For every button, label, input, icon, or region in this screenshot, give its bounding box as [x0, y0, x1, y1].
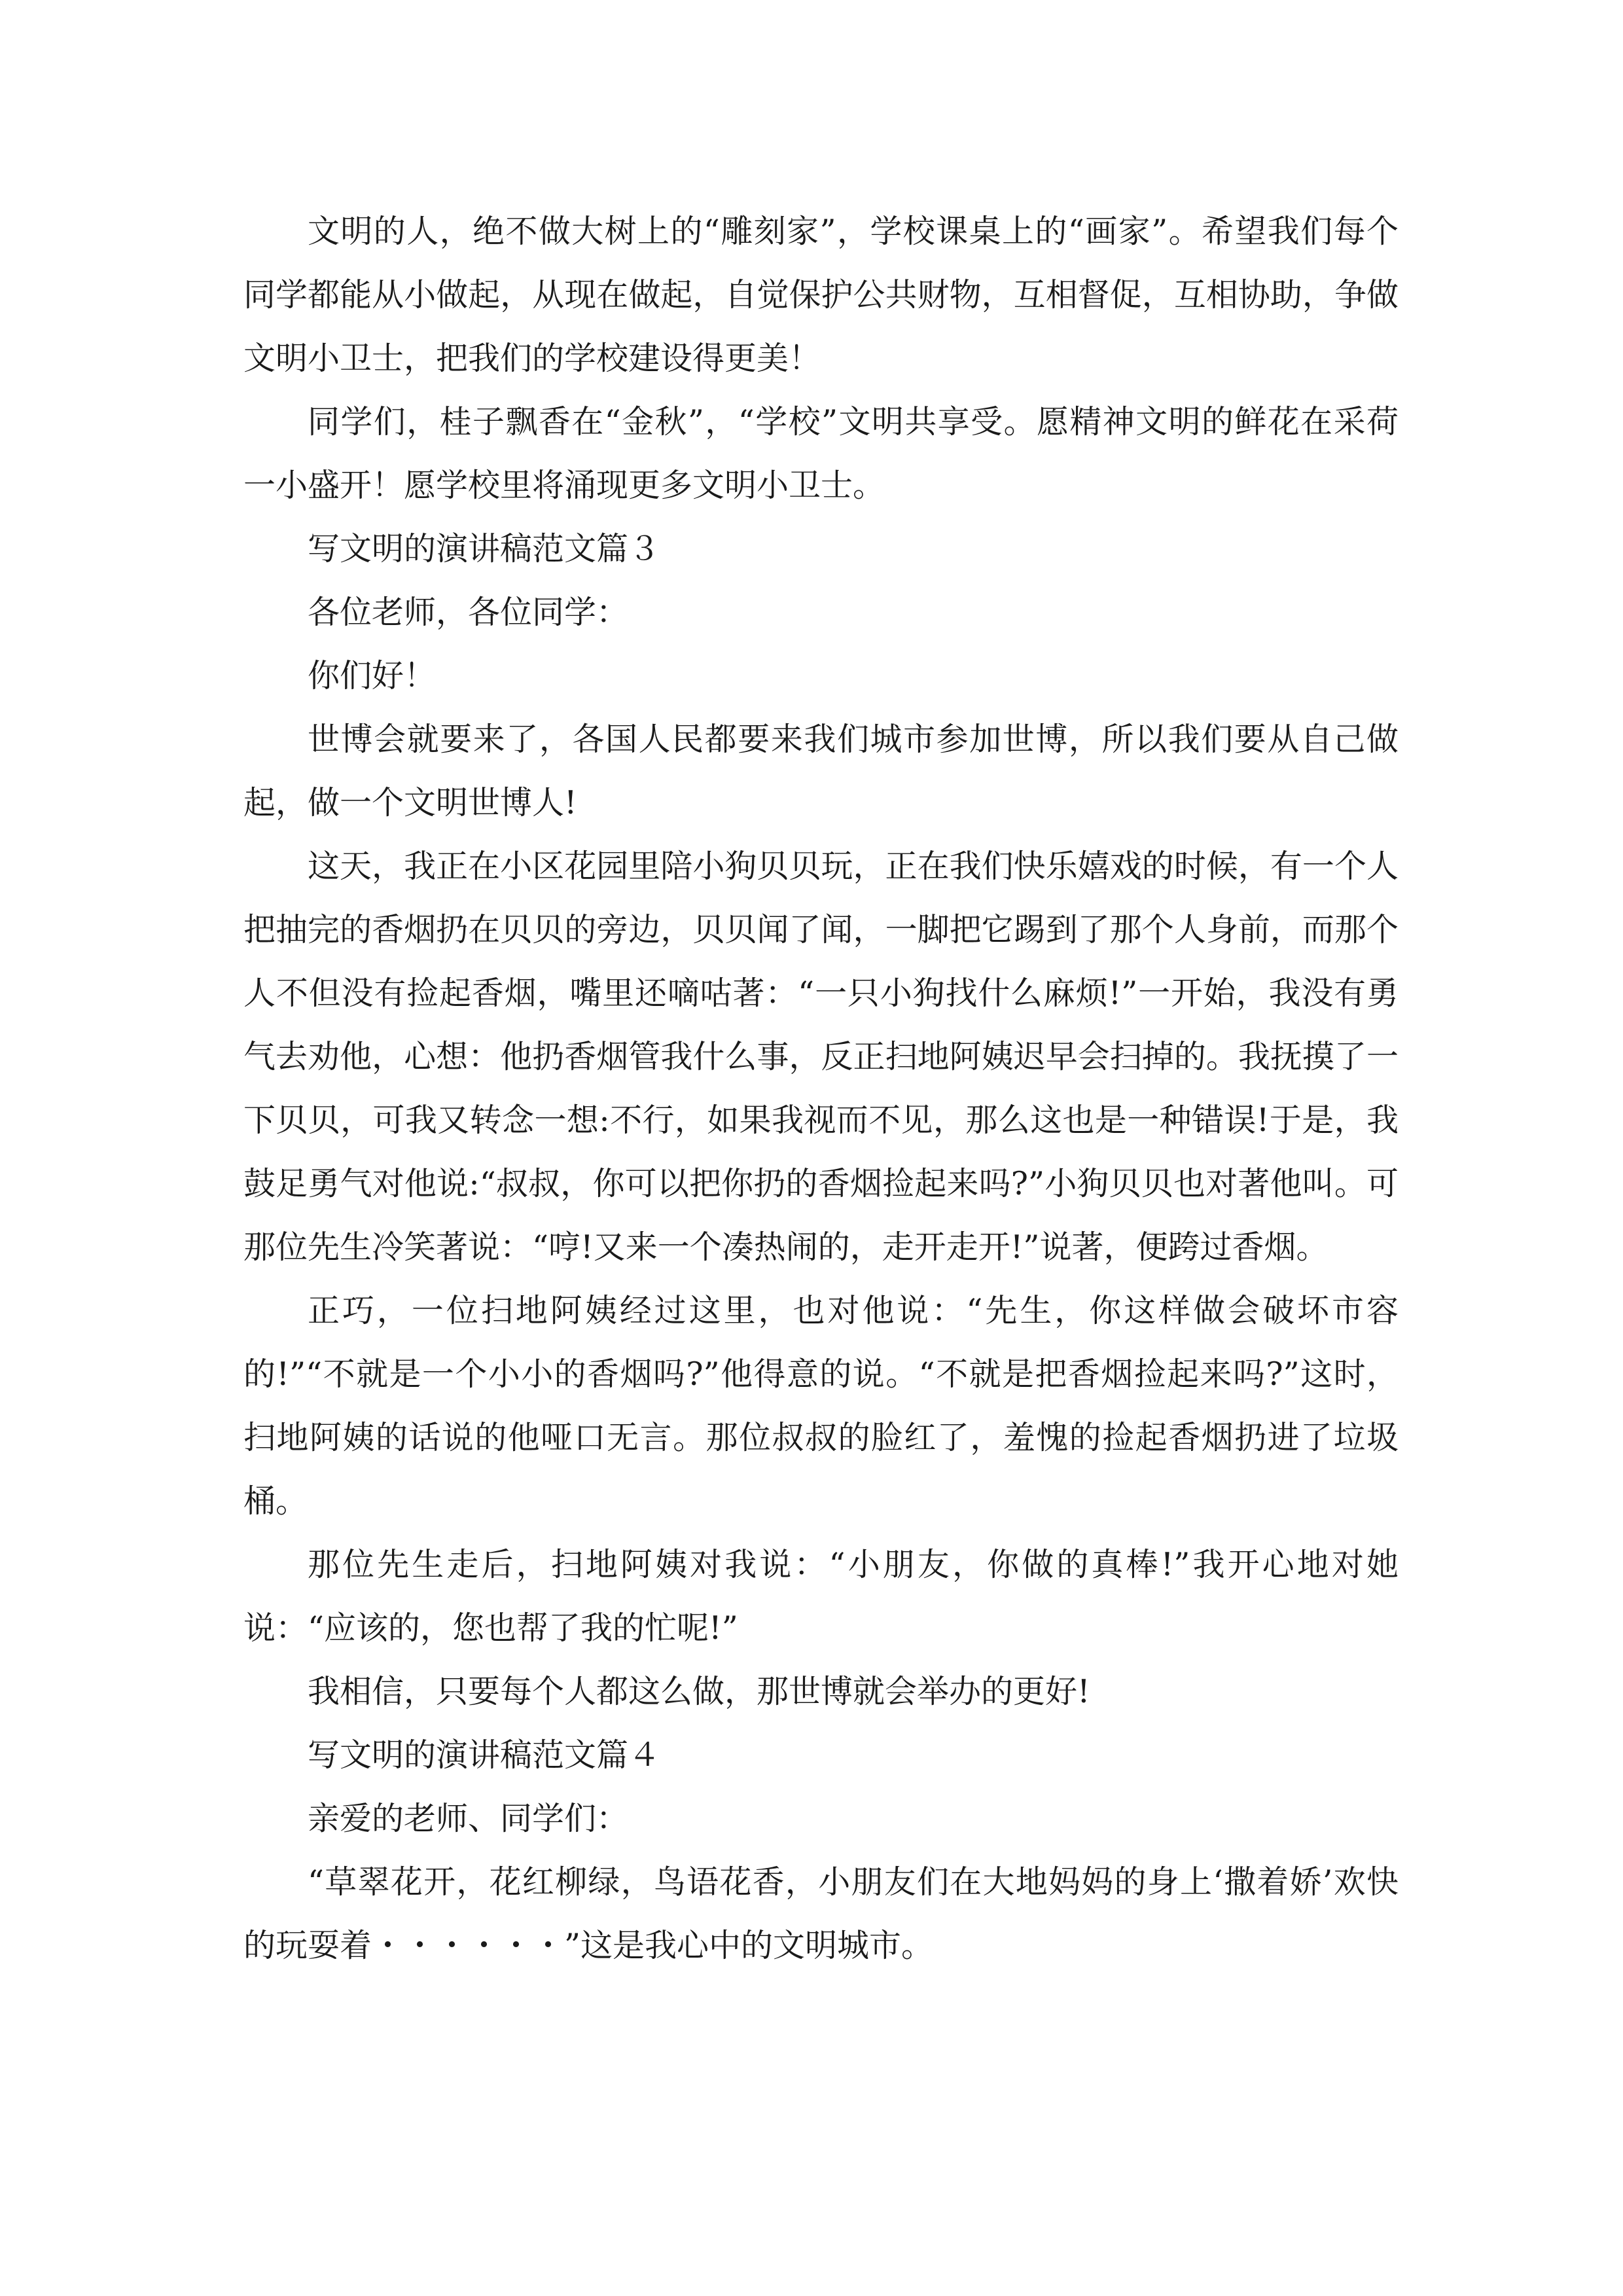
salutation: 各位老师，各位同学： — [308, 594, 629, 631]
paragraph: 世博会就要来了，各国人民都要来我们城市参加世博，所以我们要从自己做起，做一个文明世博人! — [243, 721, 1399, 821]
paragraph: “草翠花开，花红柳绿，鸟语花香，小朋友们在大地妈妈的身上‘撒着娇’欢快的玩耍着・・・・・・”这是我心中的文明城市。 — [243, 1863, 1399, 1964]
paragraph: 那位先生走后，扫地阿姨对我说：“小朋友，你做的真棒!”我开心地对她说：“应该的，您也帮了我的忙呢!” — [243, 1546, 1399, 1647]
paragraph: 正巧，一位扫地阿姨经过这里，也对他说：“先生，你这样做会破坏市容的!”“不就是一个小小的香烟吗?”他得意的说。“不就是把香烟捡起来吗?”这时，扫地阿姨的话说的他哑口无言。那位叔叔的脸红了，羞愧的捡起香烟扔进了垃圾桶。 — [243, 1292, 1399, 1520]
document-body — [243, 200, 1399, 1977]
paragraph: 这天，我正在小区花园里陪小狗贝贝玩，正在我们快乐嬉戏的时候，有一个人把抽完的香烟扔在贝贝的旁边，贝贝闻了闻，一脚把它踢到了那个人身前，而那个人不但没有捡起香烟，嘴里还嘀咕著：“一只小狗找什么麻烦!”一开始，我没有勇气去劝他，心想：他扔香烟管我什么事，反正扫地阿姨迟早会扫掉的。我抚摸了一下贝贝，可我又转念一想:不行，如果我视而不见，那么这也是一种错误!于是，我鼓足勇气对他说:“叔叔，你可以把你扔的香烟捡起来吗?”小狗贝贝也对著他叫。可那位先生冷笑著说：“哼!又来一个凑热闹的，走开走开!”说著，便跨过香烟。 — [243, 848, 1399, 1266]
greeting: 你们好！ — [308, 657, 437, 694]
section-heading: 写文明的演讲稿范文篇４ — [308, 1736, 661, 1774]
section-heading: 写文明的演讲稿范文篇３ — [308, 530, 661, 567]
salutation: 亲爱的老师、同学们： — [308, 1800, 629, 1837]
paragraph: 文明的人，绝不做大树上的“雕刻家”，学校课桌上的“画家”。希望我们每个同学都能从小做起，从现在做起，自觉保护公共财物，互相督促，互相协助，争做文明小卫士，把我们的学校建设得更美！ — [243, 213, 1399, 377]
paragraph: 我相信，只要每个人都这么做，那世博就会举办的更好! — [308, 1673, 1090, 1710]
paragraph: 同学们，桂子飘香在“金秋”，“学校”文明共享受。愿精神文明的鲜花在采荷一小盛开！愿学校里将涌现更多文明小卫士。 — [243, 403, 1399, 504]
